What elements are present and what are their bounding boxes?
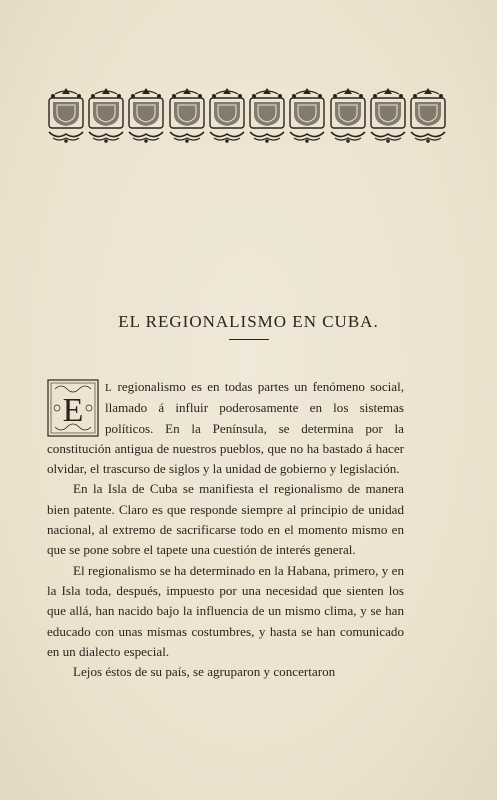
coat-of-arms-icon [87, 86, 125, 144]
coat-of-arms-icon [47, 86, 85, 144]
dropcap-ornament-icon [47, 379, 99, 437]
chapter-title: EL REGIONALISMO EN CUBA. [118, 312, 379, 331]
coat-of-arms-icon [127, 86, 165, 144]
coat-of-arms-icon [288, 86, 326, 144]
coat-of-arms-icon [369, 86, 407, 144]
paragraph-4: Lejos éstos de su país, se agruparon y concertaron [73, 664, 336, 680]
body-text [47, 377, 404, 682]
coat-of-arms-icon [168, 86, 206, 144]
paragraph-2: En la Isla de Cuba se manifiesta el regionalismo de manera bien patente. Claro es que responde siempre al principio de unidad nacional, al extremo de sacrificarse todo en el momento mismo en que se pone sobre el tapete una cuestión de interés general. [47, 481, 404, 558]
coat-of-arms-icon [208, 86, 246, 144]
paragraph-1 [47, 377, 404, 479]
title-rule [229, 339, 269, 340]
coat-of-arms-icon [329, 86, 367, 144]
paragraph-3: El regionalismo se ha determinado en la Habana, primero, y en la Isla toda, después, impuesto por una necesidad que sienten los que allá, han nacido bajo la influencia de un mismo clima, y se han educado con unas mismas costumbres, y hasta se han comunicado en un dialecto especial. [47, 562, 404, 659]
coat-of-arms-icon [409, 86, 447, 144]
headpiece-ornament [47, 86, 447, 144]
first-word-rest: L [105, 382, 113, 394]
coat-of-arms-icon [248, 86, 286, 144]
paragraph-1-text: regionalismo es en todas partes un fenómeno social, llamado á influir poderosamente en los sistemas políticos. En la Península, se determina por la constitución antigua de nuestros pueblos, que no ha bastado á hacer olvidar, el trascurso de siglos y la unidad de gobierno y legislación. [47, 379, 404, 477]
dropcap-letter: E [62, 392, 84, 429]
